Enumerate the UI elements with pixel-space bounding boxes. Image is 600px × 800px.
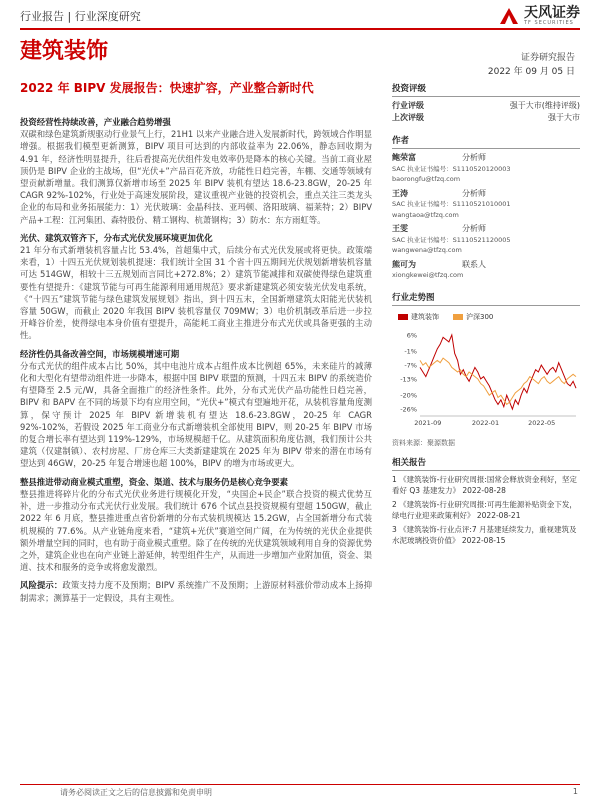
y-tick-label: 6% xyxy=(406,330,417,339)
footer-disclaimer: 请务必阅读正文之后的信息披露和免责申明 xyxy=(60,788,212,797)
author-card xyxy=(392,224,580,256)
author-role: 分析师 xyxy=(462,153,486,162)
section-heading: 经济性仍具备改善空间，市场规模增速可期 xyxy=(20,348,180,359)
rating-value: 强于大市 xyxy=(548,113,580,122)
author-name: 鲍荣富 xyxy=(392,153,416,162)
section-heading: 整县推进带动商业模式重塑，资金、渠道、技术与服务仍是核心竞争要素 xyxy=(20,476,288,487)
section-1 xyxy=(20,116,372,226)
section-body: 分布式光伏的组件成本占比 50%，其中电池片成本占组件成本比例超 65%，未来硅片的减薄化和大型化有望带动组件进一步降本，根据中国 BIPV 联盟的预测，十四五末 BIPV 的系统造价有望降至 2.5 元/W，具备全面推广的经济性条件。此外，分布式光伏产品功能性日趋完善，BIPV 和 BAPV 在不同的场景下均有应用空间，“光伏+”模式有望遍地开花，从装机容量角度测算，保守预计 2025 年 BIPV 新增装机有望达 18.6-23.8GW，20-25 年 CAGR 92%-102%，若假设 2025 年工商业分布式新增装机全部使用 BIPV，则 20-25 年 BIPV 市场的复合增长率有望达到 119%-129%，市场规模超千亿。从建筑面积角度估测，我们预计公共建筑（仅建制镇）、农村房屋、厂房仓库三大类新建建筑在 2025 年为 BIPV 带来的潜在市场有望达到 46GW，20-25 年复合增速也超 100%，BIPV 的增为市场或更大。 xyxy=(20,360,372,469)
author-email[interactable]: xiongkewei@tfzq.com xyxy=(392,271,464,279)
related-report-link[interactable]: 3 《建筑装饰-行业点评:7 月基建延续发力，重视建筑及水泥玻璃投资价值》 2022-08-15 xyxy=(392,524,577,545)
main-content xyxy=(20,116,372,610)
author-cert: SAC 执业证书编号：S1110521010001 xyxy=(392,200,511,208)
section-heading: 光伏、建筑双管齐下，分布式光伏发展环境更加优化 xyxy=(20,232,213,243)
author-email[interactable]: wangwena@tfzq.com xyxy=(392,246,462,254)
x-tick-label: 2021-09 xyxy=(414,418,442,427)
page-number: 1 xyxy=(572,787,578,796)
author-card xyxy=(392,260,580,281)
series-line xyxy=(420,358,576,404)
header-rule xyxy=(20,28,580,30)
header-breadcrumb: 行业报告 | 行业深度研究 xyxy=(20,10,141,23)
author-cert: SAC 执业证书编号：S1110521120005 xyxy=(392,235,511,244)
rating-row xyxy=(392,112,580,124)
trend-chart xyxy=(392,312,580,436)
related-reports xyxy=(392,474,580,547)
rating-row xyxy=(392,100,580,112)
report-headline: 2022 年 BIPV 发展报告：快速扩容，产业整合新时代 xyxy=(20,81,314,95)
rating-title: 投资评级 xyxy=(392,82,580,97)
author-cert: SAC 执业证书编号：S1110520120003 xyxy=(392,164,511,173)
section-body: 政策支持力度不及预期；BIPV 系统推广不及预期；上游原材料涨价带动成本上扬抑制需求；测算基于一定假设，具有主观性。 xyxy=(20,580,373,603)
y-tick-label: -7% xyxy=(404,361,417,370)
logo-subtitle: TF SECURITIES xyxy=(524,20,574,26)
report-type: 证券研究报告 xyxy=(520,53,575,63)
author-name: 王雯 xyxy=(392,224,408,233)
author-email[interactable]: baorongfu@tfzq.com xyxy=(392,175,461,183)
related-report-link[interactable]: 1 《建筑装饰-行业研究周报:国常会释放资金利好，坚定看好 Q3 基建发力》 2022-08-28 xyxy=(392,474,577,495)
chart-legend xyxy=(398,312,580,322)
logo-name: 天风证券 xyxy=(524,5,580,21)
logo-icon xyxy=(498,6,520,26)
footer-rule xyxy=(20,784,580,785)
related-report-link[interactable]: 2 《建筑装饰-行业研究周报:可再生能源补贴资金下发，绿电行业迎来政策利好》 2022-08-21 xyxy=(392,499,577,520)
author-role: 分析师 xyxy=(462,224,486,233)
report-date: 2022 年 09 月 05 日 xyxy=(487,67,575,77)
section-heading: 风险提示： xyxy=(20,580,63,591)
page-title: 建筑装饰 xyxy=(20,39,109,64)
legend-swatch xyxy=(398,314,408,320)
y-tick-label: -1% xyxy=(404,347,417,356)
legend-swatch xyxy=(453,314,463,320)
chart-svg xyxy=(392,324,580,434)
x-tick-label: 2022-01 xyxy=(471,418,500,427)
related-title: 相关报告 xyxy=(392,456,580,471)
section-2 xyxy=(20,232,372,342)
rating-key: 上次评级 xyxy=(392,113,424,122)
rating-key: 行业评级 xyxy=(392,101,424,110)
author-email[interactable]: wangtaoa@tfzq.com xyxy=(392,210,459,219)
legend-item xyxy=(398,312,439,322)
section-body: 21 年分布式新增装机容量占比 53.4%，首超集中式，后续分布式光伏发展或将更快。政策端来看，1）十四五光伏规划装机提速：我们统计全国 31 个省十四五期间光伏规划新增装机容量可达 514GW，相较十三五规划而言同比+272.8%；2）建筑节能减排和双碳使得绿色建筑重要性有望提升：《建筑节能与可再生能源利用通用规范》要求新建建筑必须安装光伏发电系统，《“十四五”建筑节能与绿色建筑发展规划》指出，到十四五末，全国新增建筑太阳能光伏装机容量 50GW，而截止 2020 年我国 BIPV 装机容量仅 709MW；3）电价机制改革后进一步拉开峰谷价差，使得绿电本身价值有望提升，高能耗工商业主推进分布式光伏或具备更强的主动性。 xyxy=(20,245,372,341)
section-5 xyxy=(20,579,372,603)
section-3 xyxy=(20,348,372,470)
section-heading: 投资经营性持续改善，产业融合趋势增强 xyxy=(20,117,171,127)
author-name: 王涛 xyxy=(392,188,408,198)
sidebar xyxy=(392,82,580,549)
legend-item xyxy=(453,312,493,322)
x-tick-label: 2022-05 xyxy=(528,418,556,427)
y-tick-label: -26% xyxy=(400,405,417,414)
company-logo xyxy=(498,6,580,26)
legend-label: 建筑装饰 xyxy=(411,312,439,321)
chart-source: 资料来源：聚源数据 xyxy=(392,438,455,447)
author-card xyxy=(392,153,580,185)
section-body: 整县推进将碎片化的分布式光伏业务进行规模化开发，“央国企+民企”联合投资的模式优势互补，进一步推动分布式光伏行业发展。我们统计 676 个试点县投资规模有望超 150GW，截止 2022 年 6 月底，整县推进重点省份新增的分布式装机规模达 15.2GW，占全国新增分布式装机规模的 77.6%。从产业链角度来看，“建筑+光伏”赛道空间广阔，在为传统的光伏企业提供额外增量空间的同时，也有助于商业模式重塑。除了在传统的光伏建筑领域利用自身的资源优势之外，建筑企业也在向产业链上游延伸，转型组件生产，从而进一步增加产业附加值，资金、渠道、技术和服务的竞争或将愈发激烈。 xyxy=(20,488,372,573)
author-name: 熊可为 xyxy=(392,259,416,269)
author-role: 联系人 xyxy=(462,259,486,269)
authors-title: 作者 xyxy=(392,134,580,149)
legend-label: 沪深300 xyxy=(466,312,494,321)
section-4 xyxy=(20,476,372,574)
rating-value: 强于大市(维持评级) xyxy=(509,101,580,110)
trend-title: 行业走势图 xyxy=(392,291,580,306)
y-tick-label: -13% xyxy=(400,374,417,383)
author-card xyxy=(392,189,580,221)
author-role: 分析师 xyxy=(462,188,486,198)
y-tick-label: -20% xyxy=(400,391,417,400)
section-body: 双碳和绿色建筑新规驱动行业景气上行，21H1 以来产业融合进入发展新时代，跨领域合作明显增强。根据我们模型更新测算，BIPV 项目可达到的内部收益率为 22.06%，静态回收期为 4.91 年，经济性明显提升，往后看提高光伏组件发电效率仍是降本的核心关键。当前工商业屋顶仍是 BIPV 企业的主战场，但“光伏+”产品百花齐放，功能性日趋完善，车棚、交通等领域有望贡献新增量。我们测算仅新增市场至 2025 年 BIPV 装机有望达 18.6-23.8GW，20-25 年 CAGR 92%-102%，行业处于高速发展阶段，建议重视产业链的投资机会，重点关注三类龙头企业的布局和业务拓展能力：1）光伏玻璃：金晶科技、亚玛顿、洛阳玻璃、福莱特；2）BIPV 产品+工程：江河集团、森特股份、精工钢构、杭萧钢构；3）防水：东方雨虹等。 xyxy=(20,129,372,225)
